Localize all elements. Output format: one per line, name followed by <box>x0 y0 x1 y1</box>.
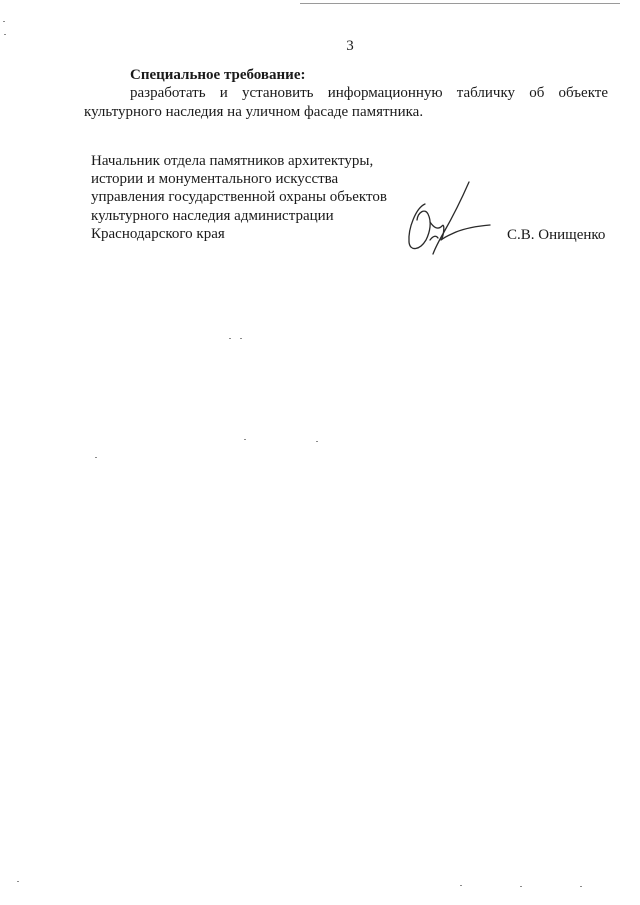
signatory-position <box>91 152 387 243</box>
scan-speck <box>17 881 19 882</box>
signer-name: С.В. Онищенко <box>507 227 606 243</box>
handwritten-signature <box>400 178 496 256</box>
scan-speck <box>244 439 246 440</box>
scan-speck <box>316 441 318 442</box>
scan-speck <box>460 885 462 886</box>
scan-speck <box>4 34 6 35</box>
position-line: Краснодарского края <box>91 225 225 242</box>
special-requirement-heading: Специальное требование: <box>130 67 306 83</box>
special-requirement-text-line-2: культурного наследия на уличном фасаде памятника. <box>84 104 424 120</box>
scan-speck <box>240 338 242 339</box>
position-line: истории и монументального искусства <box>91 171 339 188</box>
position-line: культурного наследия администрации <box>91 207 334 224</box>
scan-speck <box>229 338 231 339</box>
special-requirement-text-line-1: разработать и установить информационную табличку об объекте <box>130 85 608 101</box>
scan-speck <box>580 886 582 887</box>
scan-speck <box>95 457 97 458</box>
scan-speck <box>520 886 522 887</box>
scan-speck <box>3 21 5 22</box>
top-border-line <box>300 3 620 4</box>
page-number: 3 <box>346 38 354 54</box>
position-line: управления государственной охраны объектов <box>91 189 387 206</box>
position-line: Начальник отдела памятников архитектуры, <box>91 153 374 169</box>
